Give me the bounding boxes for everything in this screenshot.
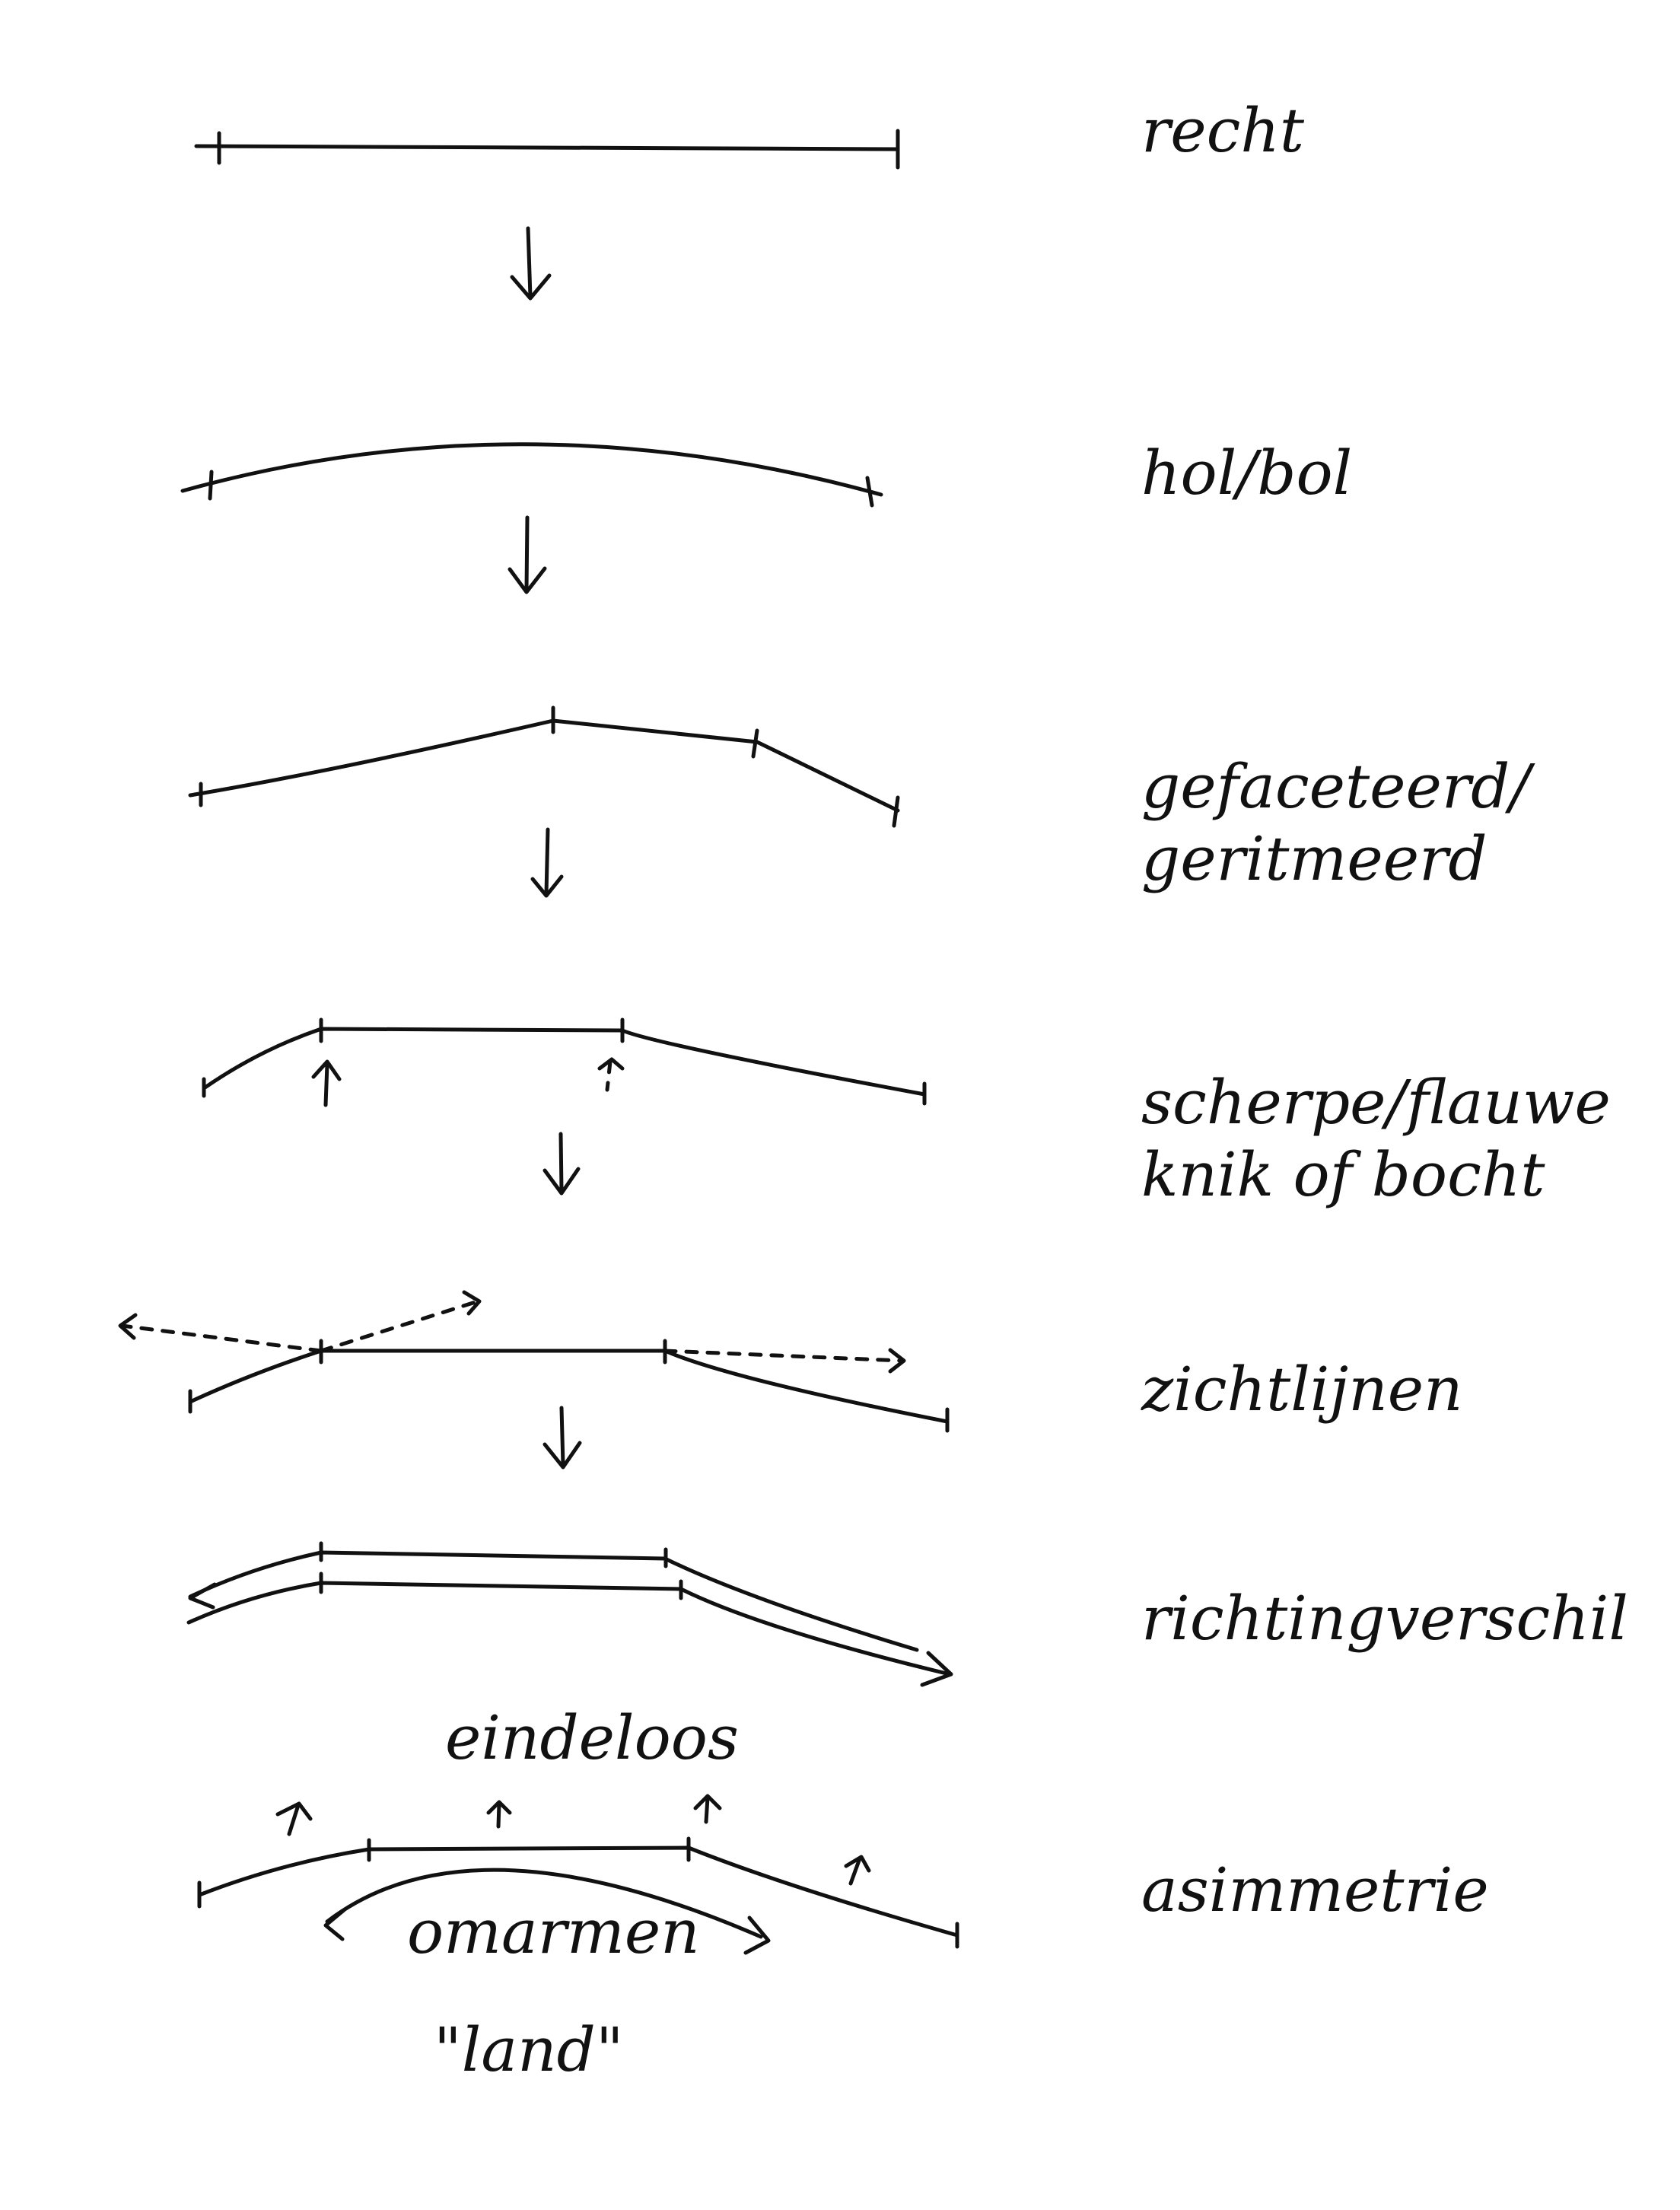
sightlines-sketch [120, 1292, 947, 1431]
down-arrow-1 [512, 228, 549, 298]
label-knik-of-bocht: knik of bocht [1141, 1139, 1545, 1210]
label-geritmeerd: geritmeerd [1141, 823, 1488, 894]
label-richtingverschil: richtingverschil [1141, 1583, 1628, 1654]
direction-lines-sketch [189, 1543, 951, 1685]
label-zichtlijnen: zichtlijnen [1141, 1354, 1463, 1425]
note-omarmen: omarmen [407, 1896, 700, 1967]
note-eindeloos: eindeloos [445, 1702, 739, 1773]
faceted-line-sketch [190, 708, 898, 826]
note-land: "land" [434, 2014, 624, 2085]
label-recht: recht [1141, 95, 1305, 166]
down-arrow-3 [533, 830, 562, 896]
down-arrow-2 [510, 517, 545, 592]
arc-line-sketch [183, 444, 881, 505]
down-arrow-4 [545, 1134, 578, 1193]
down-arrow-5 [545, 1408, 580, 1467]
straight-line-sketch [196, 131, 898, 167]
label-hol-bol: hol/bol [1141, 438, 1353, 508]
kink-line-sketch [204, 1020, 924, 1105]
label-scherpe-flauwe: scherpe/flauwe [1141, 1067, 1611, 1138]
label-gefaceteerd: gefaceteerd/ [1141, 751, 1531, 822]
label-asimmetrie: asimmetrie [1141, 1855, 1489, 1925]
